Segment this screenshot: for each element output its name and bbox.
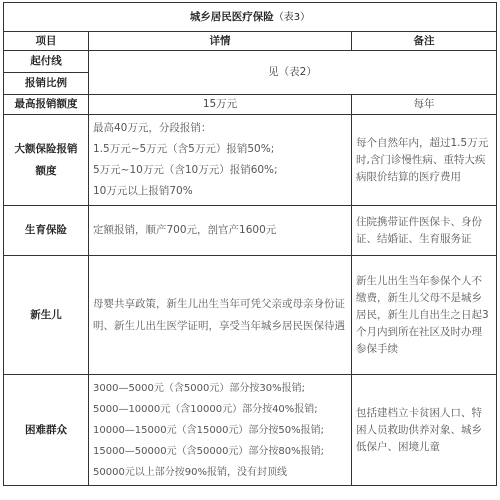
table-row-maternity xyxy=(4,206,497,256)
header-row xyxy=(4,32,497,51)
label-needy: 困难群众 xyxy=(4,375,89,486)
table-row-newborn xyxy=(4,256,497,375)
table-title xyxy=(4,3,497,32)
label-deductible: 起付线 xyxy=(4,51,89,73)
detail-needy-line-5: 50000元以上部分按90%报销，没有封顶线 xyxy=(93,466,288,478)
detail-critical-line-1: 最高40万元，分段报销： xyxy=(93,122,212,134)
table-title-suffix: （表3） xyxy=(273,11,311,23)
detail-critical-line-3: 5万元~10万元（含10万元）报销60%; xyxy=(93,164,278,176)
detail-max-amount: 15万元 xyxy=(89,95,352,115)
detail-needy-line-1: 3000—5000元（含5000元）部分按30%报销; xyxy=(93,382,305,394)
detail-critical xyxy=(89,115,352,206)
detail-newborn: 母婴共享政策，新生儿出生当年可凭父亲或母亲身份证明、新生儿出生医学证明，享受当年城乡居民医保待遇 xyxy=(89,256,352,375)
merged-detail: 见（表2） xyxy=(89,51,497,95)
insurance-table xyxy=(3,2,497,486)
detail-maternity: 定额报销，顺产700元，剖官产1600元 xyxy=(89,206,352,256)
header-detail: 详情 xyxy=(89,32,352,51)
table-row-deductible xyxy=(4,51,497,73)
detail-needy-line-4: 15000—50000元（含50000元）部分按80%报销; xyxy=(93,445,325,457)
detail-needy-line-2: 5000—10000元（含10000元）部分按40%报销; xyxy=(93,403,318,415)
label-critical-line-2: 额度 xyxy=(35,165,57,177)
detail-critical-line-4: 10万元以上报销70% xyxy=(93,185,193,197)
label-max-amount: 最高报销额度 xyxy=(4,95,89,115)
title-row xyxy=(4,3,497,32)
label-critical-line-1: 大额保险报销 xyxy=(14,143,78,155)
label-reimburse-ratio: 报销比例 xyxy=(4,73,89,95)
header-item: 项目 xyxy=(4,32,89,51)
table-row-max-amount xyxy=(4,95,497,115)
detail-needy xyxy=(89,375,352,486)
label-critical xyxy=(4,115,89,206)
detail-critical-line-2: 1.5万元~5万元（含5万元）报销50%; xyxy=(93,143,275,155)
table-row-needy xyxy=(4,375,497,486)
label-maternity: 生育保险 xyxy=(4,206,89,256)
note-maternity: 住院携带证件医保卡、身份证、结婚证、生育服务证 xyxy=(352,206,497,256)
detail-needy-line-3: 10000—15000元（含15000元）部分按50%报销; xyxy=(93,424,325,436)
table-title-text: 城乡居民医疗保险 xyxy=(189,10,274,23)
note-newborn: 新生儿出生当年参保个人不缴费，新生儿父母不是城乡居民，新生儿自出生之日起3个月内到所在社区及时办理参保手续 xyxy=(352,256,497,375)
note-needy: 包括建档立卡贫困人口、特困人员救助供养对象、城乡低保户、困境儿童 xyxy=(352,375,497,486)
header-note: 备注 xyxy=(352,32,497,51)
note-max-amount: 每年 xyxy=(352,95,497,115)
label-newborn: 新生儿 xyxy=(4,256,89,375)
note-critical: 每个自然年内，超过1.5万元时,含门诊慢性病、重特大疾病限价结算的医疗费用 xyxy=(352,115,497,206)
table-row-critical xyxy=(4,115,497,206)
